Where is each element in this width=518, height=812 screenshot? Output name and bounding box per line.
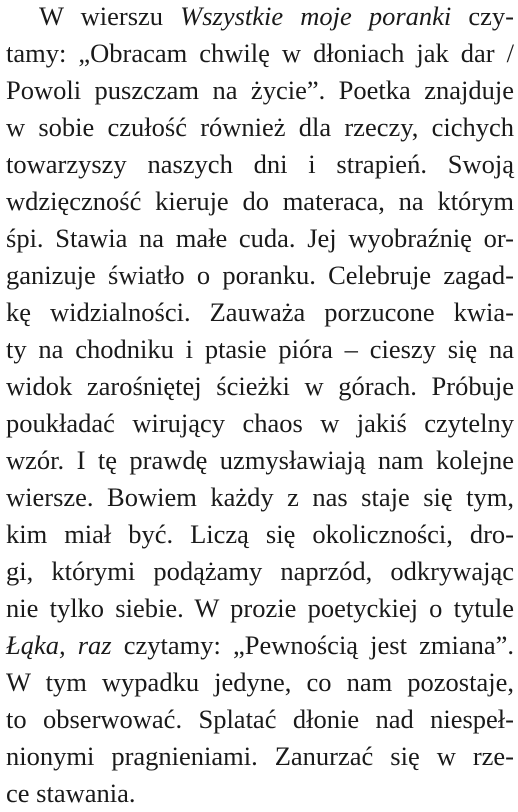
- text-run: śpi. Stawia na małe cuda. Jej wyobraźnię or-: [6, 223, 514, 253]
- italic-title: Wszystkie moje poranki: [180, 1, 452, 31]
- text-line: [6, 35, 514, 72]
- text-line: [6, 183, 514, 220]
- text-line: [6, 442, 514, 479]
- text-run: gi, którymi podążamy naprzód, odkrywając: [6, 556, 514, 586]
- text-run: wiersze. Bowiem każdy z nas staje się tym,: [6, 482, 514, 512]
- text-line: [6, 775, 514, 812]
- text-line: [6, 109, 514, 146]
- text-run: ganizuje światło o poranku. Celebruje zagad-: [6, 260, 514, 290]
- text-run: towarzyszy naszych dni i strapień. Swoją: [6, 149, 514, 179]
- text-line: [6, 257, 514, 294]
- text-line: [6, 516, 514, 553]
- text-line: [6, 294, 514, 331]
- text-run: ty na chodniku i ptasie pióra – cieszy się na: [6, 334, 514, 364]
- text-run: Powoli puszczam na życie”. Poetka znajduje: [6, 75, 514, 105]
- text-run: tamy: „Obracam chwilę w dłoniach jak dar /: [6, 38, 514, 68]
- text-line: [6, 701, 514, 738]
- text-line: [6, 738, 514, 775]
- text-run: W tym wypadku jedyne, co nam pozostaje,: [6, 667, 514, 697]
- text-line: [6, 553, 514, 590]
- text-line: [6, 220, 514, 257]
- text-run: to obserwować. Splatać dłonie nad niespeł-: [6, 704, 514, 734]
- text-line: [6, 590, 514, 627]
- text-run: W wierszu: [39, 1, 181, 31]
- text-run: kę widzialności. Zauważa porzucone kwia-: [6, 297, 514, 327]
- text-run: poukładać wirujący chaos w jakiś czytelny: [6, 408, 514, 438]
- text-line: [6, 405, 514, 442]
- text-run: w sobie czułość również dla rzeczy, cichych: [6, 112, 514, 142]
- text-run: wdzięczność kieruje do materaca, na którym: [6, 186, 514, 216]
- text-run: kim miał być. Liczą się okoliczności, dro-: [6, 519, 514, 549]
- text-run: wzór. I tę prawdę uzmysławiają nam kolejne: [6, 445, 514, 475]
- text-line: [6, 331, 514, 368]
- text-line: [6, 368, 514, 405]
- text-line: [6, 146, 514, 183]
- text-run: nie tylko siebie. W prozie poetyckiej o tytule: [6, 593, 514, 623]
- text-run: czytamy: „Pewnością jest zmiana”.: [111, 630, 514, 660]
- text-run: nionymi pragnieniami. Zanurzać się w rze-: [6, 741, 514, 771]
- text-run: czy-: [451, 1, 514, 31]
- text-run: ce stawania.: [6, 778, 136, 808]
- text-line: [6, 0, 514, 35]
- text-line: [6, 664, 514, 701]
- text-run: widok zarośniętej ścieżki w górach. Próbuje: [6, 371, 514, 401]
- italic-title: Łąka, raz: [6, 630, 112, 660]
- text-line: [6, 479, 514, 516]
- text-line: [6, 627, 514, 664]
- text-line: [6, 72, 514, 109]
